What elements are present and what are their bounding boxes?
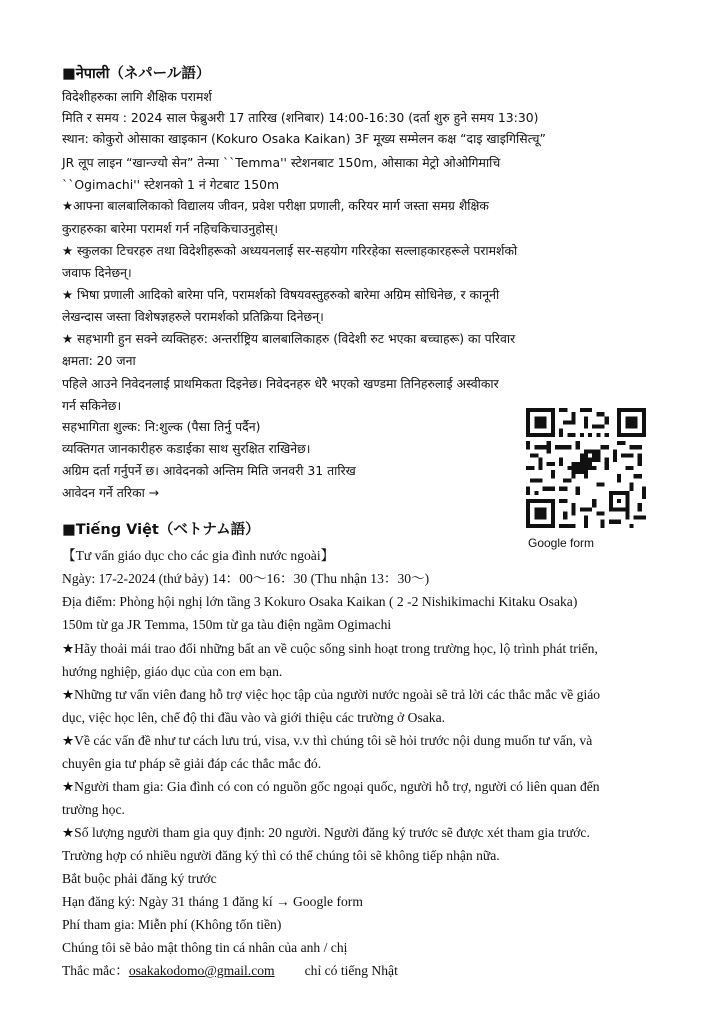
nepali-line: कुराहरुका बारेमा परामर्श गर्न नहिचकिचाउनुहोस्। [62,221,279,236]
nepali-line: स्थान: कोकुरो ओसाका खाइकान (Kokuro Osaka Kaikan) 3F मूख्य सम्मेलन कक्ष “दाइ खाइगिसित्चू” [62,131,546,146]
nepali-line: लेखन्दास जस्ता विशेषज्ञहरुले परामर्शको प्रतिक्रिया दिनेछन्। [62,309,324,324]
vietnamese-line: dục, việc học lên, chế độ thi đầu vào và giới thiệu các trường ở Osaka. [62,710,446,725]
nepali-line: सहभागिता शुल्क: नि:शुल्क (पैसा तिर्नु पर्दैन) [62,419,261,434]
vietnamese-line: ★Những tư vấn viên đang hỗ trợ việc học tập của người nước ngoài sẽ trả lời các thắc mắc về giáo [62,687,601,702]
vietnamese-heading: ■Tiếng Việt（ベトナム語） [62,522,260,538]
nepali-line: JR लूप लाइन “खान्ज्यो सेन” तेन्मा ``Temma'' स्टेशनबाट 150m, ओसाका मेट्रो ओओगिमाचि [62,155,501,170]
vietnamese-line: Hạn đăng ký: Ngày 31 tháng 1 đăng kí → Google form [62,894,363,909]
nepali-line: क्षमता: 20 जना [62,353,136,368]
nepali-line: अग्रिम दर्ता गर्नुपर्ने छ। आवेदनको अन्तिम मिति जनवरी 31 तारिख [62,463,356,478]
nepali-line: पहिले आउने निवेदनलाई प्राथमिकता दिइनेछ। निवेदनहरु धेरै भएको खण्डमा तिनिहरुलाई अस्वीकार [62,376,499,391]
contact-email-link[interactable]: osakakodomo@gmail.com [128,963,275,978]
nepali-heading: ■नेपाली（ネパール語） [62,66,211,82]
vietnamese-line: ★Số lượng người tham gia quy định: 20 người. Người đăng ký trước sẽ được xét tham gia trước. [62,825,590,840]
vietnamese-line: 150m từ ga JR Temma, 150m từ ga tàu điện ngầm Ogimachi [62,617,392,632]
nepali-line: आवेदन गर्ने तरिका → [62,485,160,500]
nepali-line: मिति र समय : 2024 साल फेब्रुअरी 17 तारिख (शनिबार) 14:00-16:30 (दर्ता शुरु हुने समय 13:30) [62,110,539,125]
nepali-line: ★ स्कुलका टिचरहरु तथा विदेशीहरूको अध्ययनलाई सर-सहयोग गरिरहेका सल्लाहकारहरूले परामर्शको [62,243,518,258]
nepali-line: गर्न सकिनेछ। [62,398,122,413]
google-form-qr-code[interactable] [526,408,646,528]
nepali-line: ★ भिषा प्रणाली आदिको बारेमा पनि, परामर्शको विषयवस्तुहरुको बारेमा अग्रिम सोधिनेछ, र कानूनी [62,287,500,302]
vietnamese-line: ★Hãy thoải mái trao đổi những bất an về cuộc sống sinh hoạt trong trường học, lộ trình phát triển, [62,641,598,656]
nepali-line: ★आफ्ना बालबालिकाको विद्यालय जीवन, प्रवेश परीक्षा प्रणाली, करियर मार्ग जस्ता समग्र शैक्षिक [62,198,489,213]
nepali-line: ★ सहभागी हुन सक्ने व्यक्तिहरु: अन्तर्राष्ट्रिय बालबालिकाहरु (विदेशी रुट भएका बच्चाहरू) का परिवार [62,331,516,346]
vietnamese-line: Ngày: 17-2-2024 (thứ bảy) 14：00～16：30 (Thu nhận 13：30～) [62,571,430,586]
contact-label: Thắc mắc： [62,963,129,978]
vietnamese-line: trường học. [62,802,125,817]
vietnamese-line: hướng nghiệp, giáo dục của con em bạn. [62,664,283,679]
contact-line [62,963,398,979]
nepali-line: ``Ogimachi'' स्टेशनको 1 नं गेटबाट 150m [62,177,280,192]
vietnamese-line: Trường hợp có nhiều người đăng ký thì có thể chúng tôi sẽ không tiếp nhận nữa. [62,848,500,863]
contact-note: chỉ có tiếng Nhật [304,963,398,978]
vietnamese-line: Địa điểm: Phòng hội nghị lớn tầng 3 Kokuro Osaka Kaikan ( 2 -2 Nishikimachi Kitaku Osaka) [62,594,578,609]
nepali-line: जवाफ दिनेछन्। [62,265,132,280]
vietnamese-line: Bắt buộc phải đăng ký trước [62,871,217,886]
vietnamese-line: chuyên gia tư pháp sẽ giải đáp các thắc mắc đó. [62,756,322,771]
vietnamese-line: Chúng tôi sẽ bảo mật thông tin cá nhân của anh / chị [62,940,348,955]
nepali-line: विदेशीहरुका लागि शैक्षिक परामर्श [62,89,212,104]
nepali-line: व्यक्तिगत जानकारीहरु कडाईका साथ सुरक्षित राखिनेछ। [62,441,311,456]
vietnamese-line: Phí tham gia: Miễn phí (Không tốn tiền) [62,917,282,932]
qr-caption: Google form [528,536,595,550]
vietnamese-line: ★Người tham gia: Gia đình có con có nguồn gốc ngoại quốc, người hỗ trợ, người có liên quan đến [62,779,600,794]
vietnamese-line: ★Về các vấn đề như tư cách lưu trú, visa, v.v thì chúng tôi sẽ hỏi trước nội dung muốn tư vấn, và [62,733,593,748]
vietnamese-line: 【Tư vấn giáo dục cho các gia đình nước ngoài】 [62,548,335,563]
